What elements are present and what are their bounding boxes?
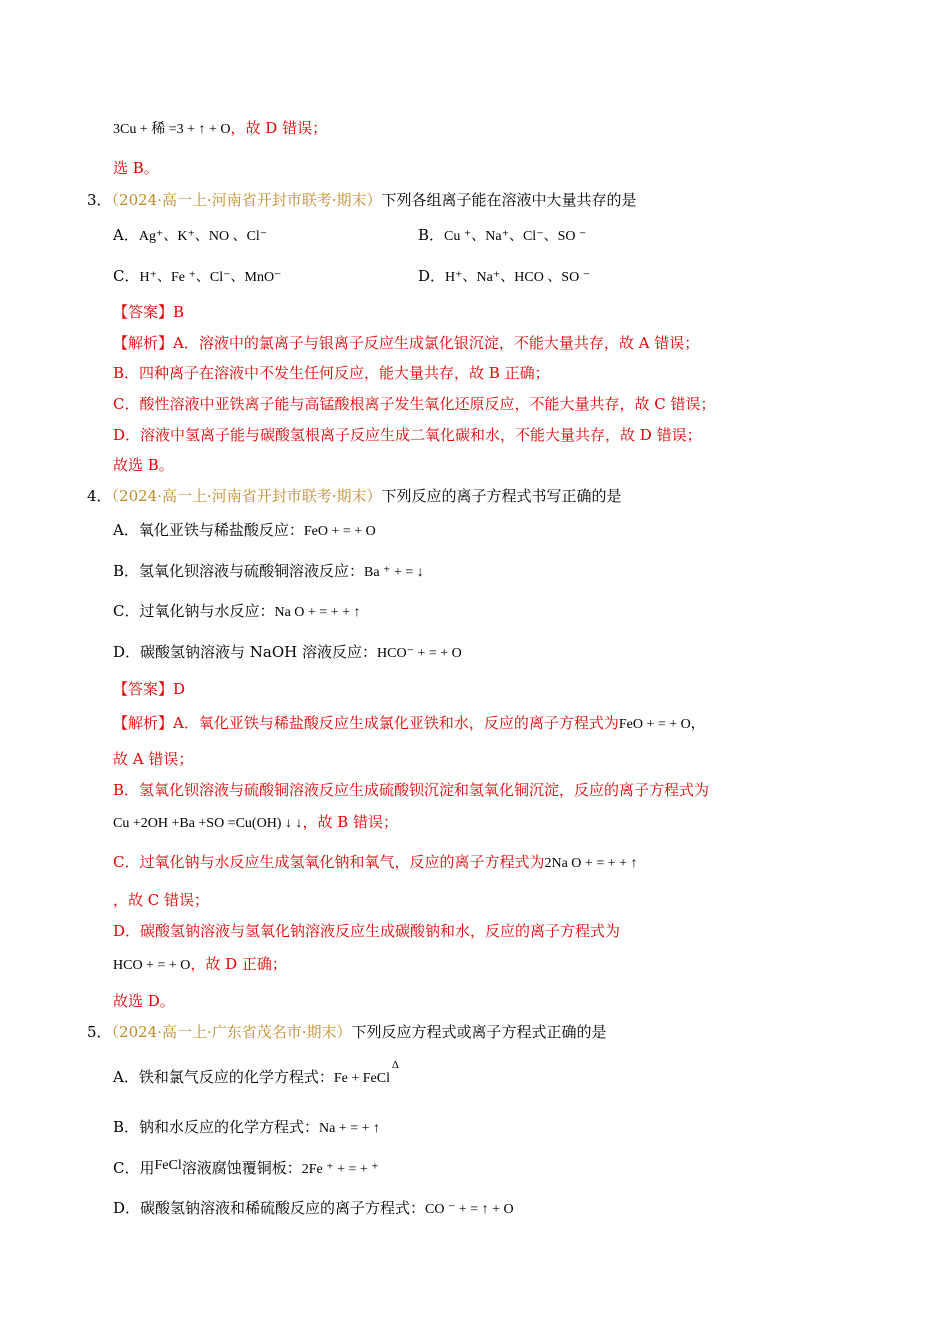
q3-option-a-formula: Ag⁺、K⁺、NO 、Cl⁻ [138,229,268,244]
q5-option-b-text: B．钠和水反应的化学方程式： [113,1118,320,1136]
q4-option-a-formula: FeO + = + O [303,524,376,539]
q3-option-b-label: B． [418,226,445,244]
q4-analysis-a-end: 故 A 错误； [113,750,194,768]
top-formula: 3Cu + 稀 =3 + ↑ + O [113,122,231,137]
q5-option-a-formula: Fe + FeCl [333,1071,390,1086]
q4-analysis-c-formula: 2Na O + = + + ↑ [544,856,638,871]
q3-option-b[interactable] [418,225,586,247]
q4-option-c-formula: Na O + = + + ↑ [274,605,361,620]
q3-answer [113,302,184,322]
q3-answer-value: B [173,303,185,321]
q3-conclusion: 故选 B。 [113,456,174,474]
q4-analysis-a [113,713,705,735]
q3-analysis-tag: 【解析】 [113,334,174,352]
q4-analysis-a-formula: FeO + = + O， [618,717,705,732]
q3-analysis-a-text: A．溶液中的氯离子与银离子反应生成氯化银沉淀，不能大量共存，故 A 错误； [173,334,700,352]
q5-option-d-text: D．碳酸氢钠溶液和稀硫酸反应的离子方程式： [113,1199,426,1217]
q3-answer-tag: 【答案】 [113,303,174,321]
q5-option-c-formula: 2Fe ⁺ + = + ⁺ [301,1162,379,1177]
q3-option-c-formula: H⁺、Fe ⁺、Cl⁻、MnO⁻ [139,270,282,285]
q5-source: （2024·高一上·广东省茂名市·期末） [111,1023,352,1041]
q5-option-c-text2: 溶液腐蚀覆铜板： [181,1159,302,1177]
q3-stem: 下列各组离子能在溶液中大量共存的是 [381,191,637,209]
q4-option-a[interactable] [113,520,376,542]
q5-option-a-formula-wrap [333,1059,399,1086]
q4-stem-line [87,486,622,506]
q4-analysis-c: C．过氧化钠与水反应生成氢氧化钠和氧气，反应的离子方程式为 [113,853,545,871]
q4-number: 4． [87,487,112,505]
q3-number: 3． [87,191,112,209]
q3-option-a[interactable] [113,225,267,247]
q5-option-a[interactable] [113,1059,399,1089]
q4-option-b[interactable] [113,561,424,583]
q4-option-c-text: C．过氧化钠与水反应： [113,602,275,620]
q5-option-c[interactable] [113,1158,379,1180]
q3-option-a-label: A． [113,226,139,244]
q4-answer-tag: 【答案】 [113,680,174,698]
q4-analysis-c-line [113,852,638,874]
q4-analysis-b: B．氢氧化钡溶液与硫酸铜溶液反应生成硫酸钡沉淀和氢氧化铜沉淀，反应的离子方程式为 [113,781,710,799]
q4-answer-value: D [173,680,186,698]
q4-analysis-b-tail: ，故 B 错误； [302,813,399,831]
q5-option-d-formula: CO ⁻ + = ↑ + O [425,1202,514,1217]
q5-option-b-formula: Na + = + ↑ [319,1121,381,1136]
q3-option-b-formula: Cu ⁺、Na⁺、Cl⁻、SO ⁻ [444,229,587,244]
q4-analysis-d: D．碳酸氢钠溶液与氢氧化钠溶液反应生成碳酸钠和水，反应的离子方程式为 [113,922,621,940]
q4-analysis-d-formula: HCO + = + O [113,958,191,973]
top-tail: ，故 D 错误； [230,119,328,137]
q4-analysis-tag: 【解析】 [113,714,174,732]
q3-analysis-c: C．酸性溶液中亚铁离子能与高锰酸根离子发生氧化还原反应，不能大量共存，故 C 错误； [113,395,716,413]
heat-condition-symbol: Δ [391,1059,399,1071]
q4-analysis-d-formula-line [113,954,287,976]
q5-option-a-text: A．铁和氯气反应的化学方程式： [113,1068,334,1086]
q4-analysis-b-formula-line [113,812,398,834]
q3-option-c[interactable] [113,266,281,288]
q4-conclusion: 故选 D。 [113,992,175,1010]
q5-stem-line [87,1022,607,1042]
q3-analysis-a [113,333,699,353]
q5-stem: 下列反应方程式或离子方程式正确的是 [351,1023,607,1041]
q3-stem-line [87,190,637,210]
q4-option-d-formula: HCO⁻ + = + O [377,646,462,661]
q5-option-c-chem: FeCl [154,1158,182,1173]
q3-option-d-formula: H⁺、Na⁺、HCO 、SO ⁻ [445,270,591,285]
q3-analysis-d: D．溶液中氢离子能与碳酸氢根离子反应生成二氧化碳和水，不能大量共存，故 D 错误； [113,426,702,444]
q4-option-c[interactable] [113,601,361,623]
q4-answer [113,679,185,699]
q4-analysis-b-formula: Cu +2OH +Ba +SO =Cu(OH) ↓ ↓ [113,816,303,831]
q4-analysis-c-end: ，故 C 错误； [113,891,210,909]
top-conclusion: 选 B。 [113,159,159,177]
q4-option-d-text: D．碳酸氢钠溶液与 NaOH 溶液反应： [113,643,378,661]
q4-stem: 下列反应的离子方程式书写正确的是 [381,487,622,505]
q3-option-d-label: D． [418,267,446,285]
q4-source: （2024·高一上·河南省开封市联考·期末） [111,487,382,505]
q5-option-d[interactable] [113,1198,514,1220]
q3-option-c-label: C． [113,267,140,285]
q4-option-b-formula: Ba ⁺ + = ↓ [364,565,424,580]
top-formula-line [113,118,327,140]
q4-option-a-text: A．氧化亚铁与稀盐酸反应： [113,521,304,539]
q5-number: 5． [87,1023,112,1041]
q4-option-d[interactable] [113,642,462,664]
q4-option-b-text: B．氢氧化钡溶液与硫酸铜溶液反应： [113,562,365,580]
q4-analysis-a-text: A．氧化亚铁与稀盐酸反应生成氯化亚铁和水，反应的离子方程式为 [173,714,619,732]
q3-analysis-b: B．四种离子在溶液中不发生任何反应，能大量共存，故 B 正确； [113,364,550,382]
q4-analysis-d-tail: ，故 D 正确； [190,955,287,973]
q3-option-d[interactable] [418,266,590,288]
q5-option-b[interactable] [113,1117,380,1139]
q5-option-c-text: C．用 [113,1159,155,1177]
q3-source: （2024·高一上·河南省开封市联考·期末） [111,191,382,209]
